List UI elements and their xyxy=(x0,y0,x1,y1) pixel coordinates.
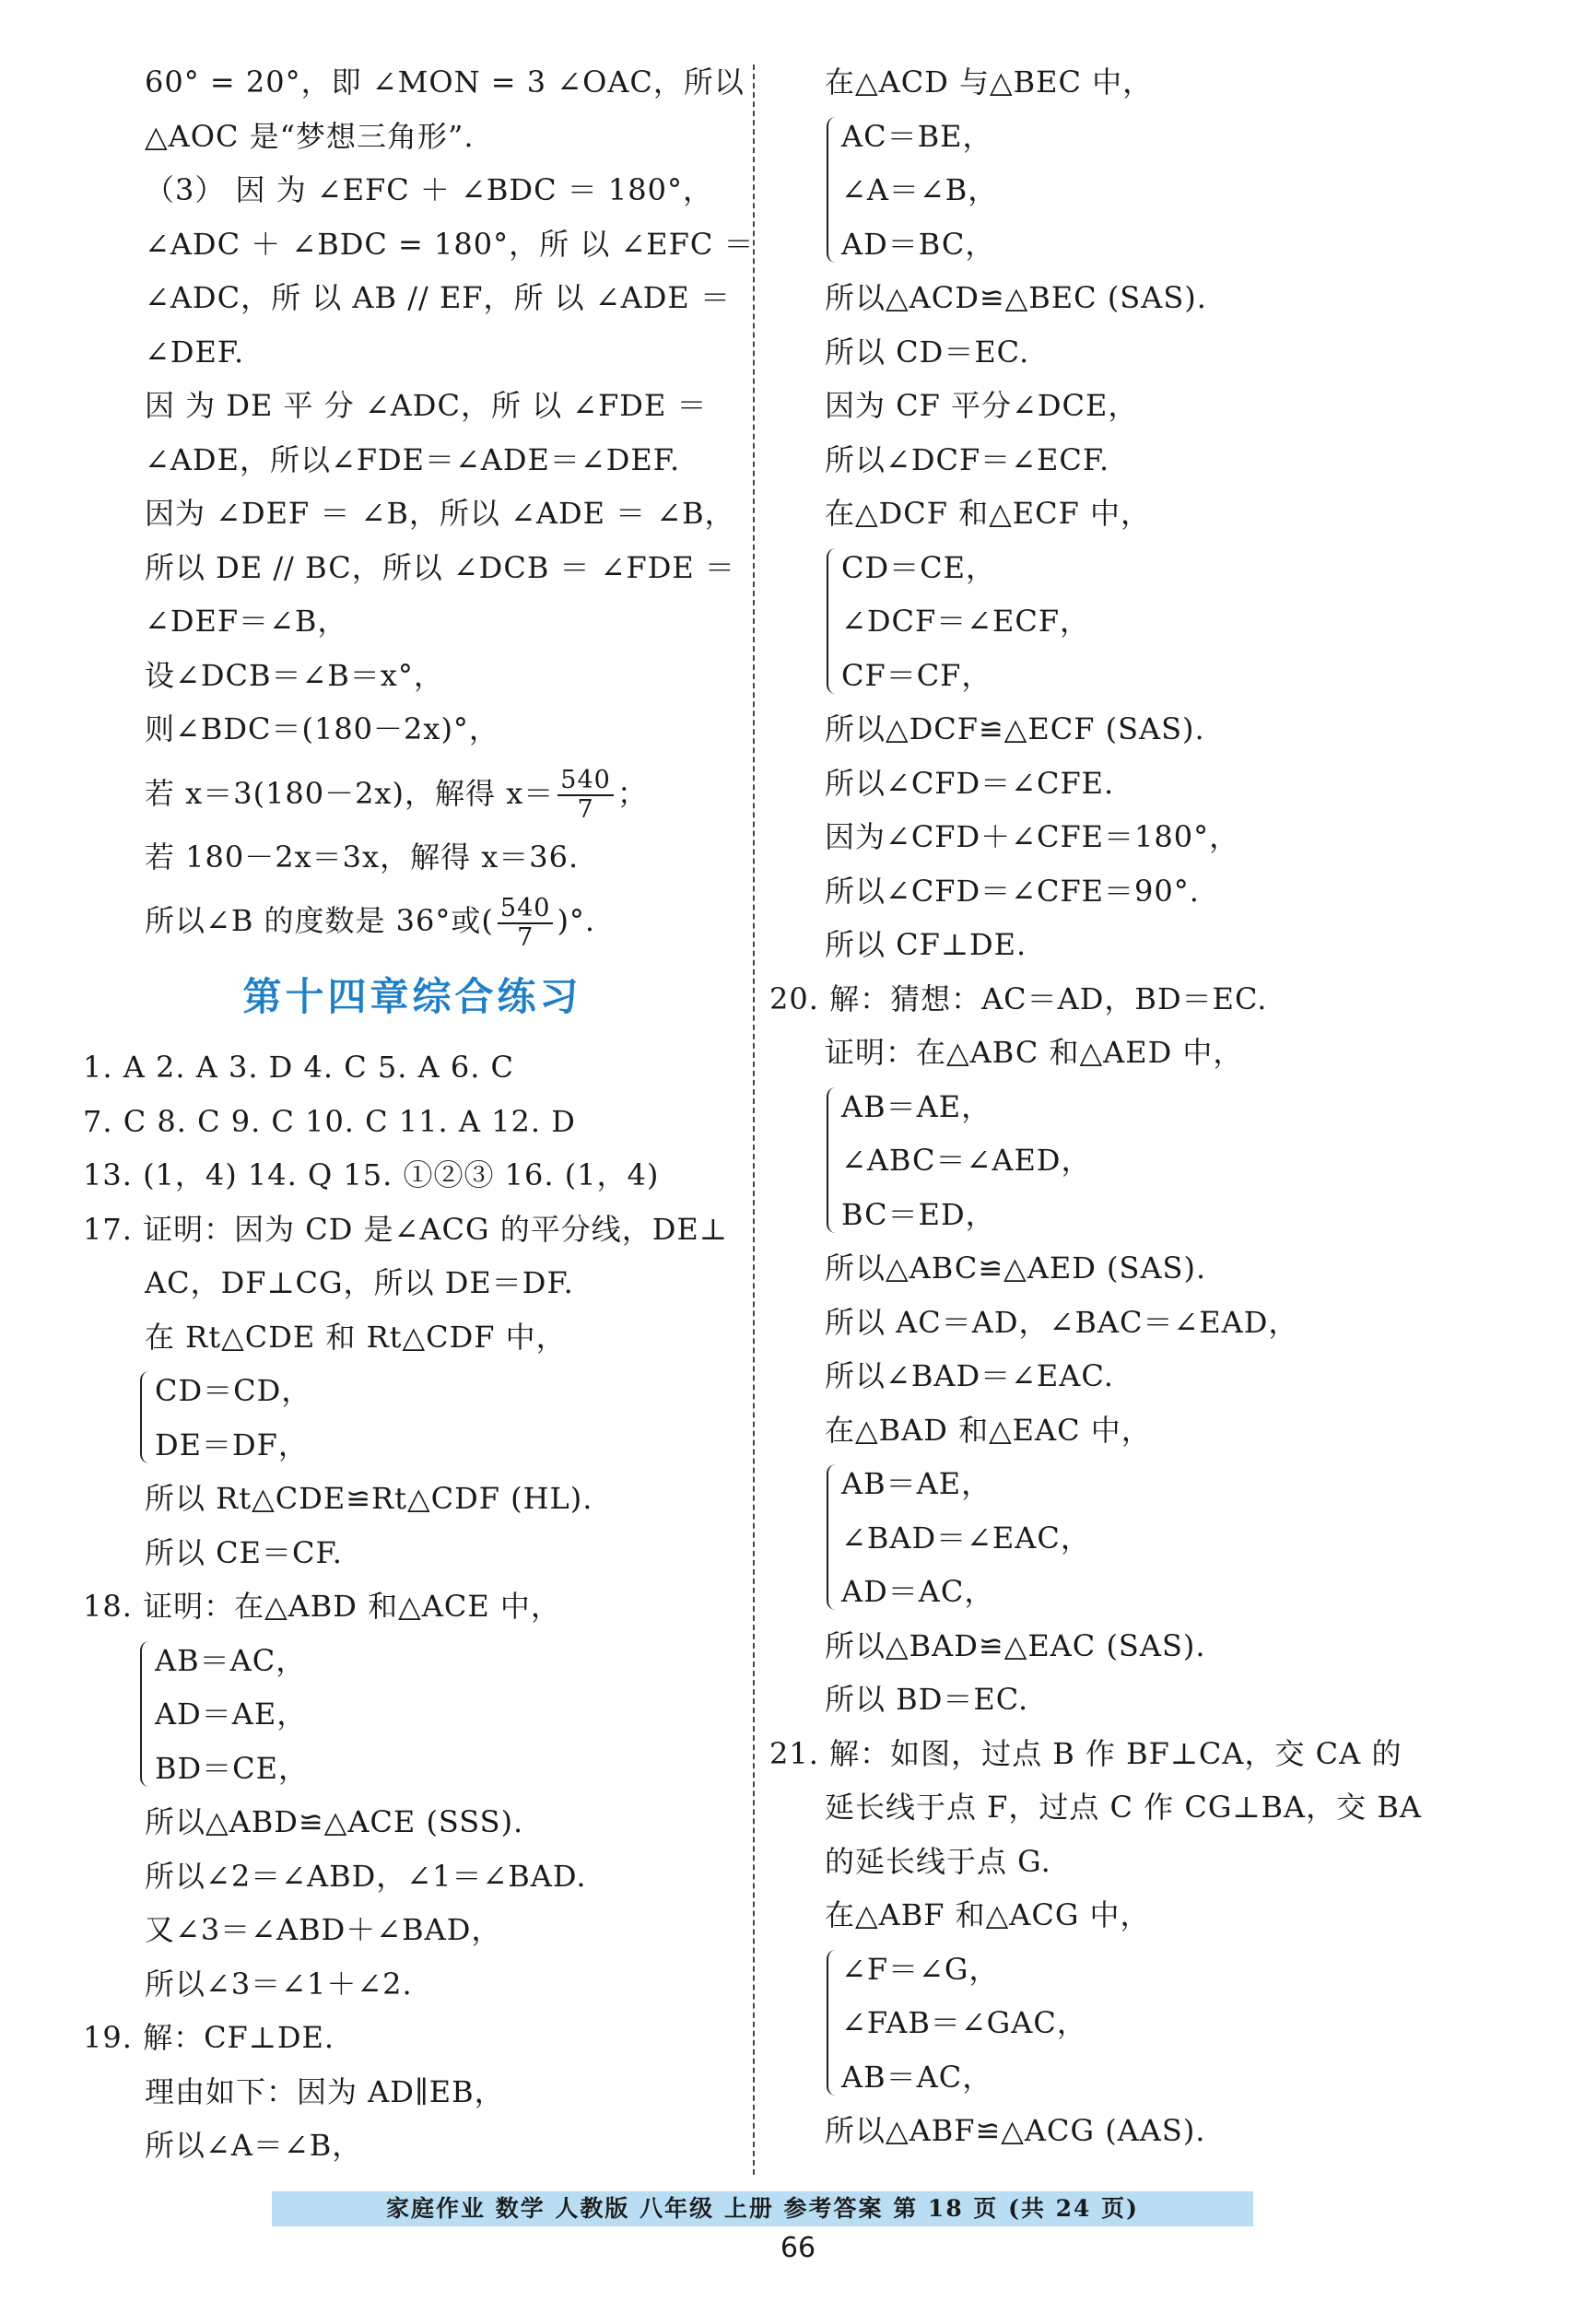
footer-banner: 家庭作业 数学 人教版 八年级 上册 参考答案 第 18 页 (共 24 页) xyxy=(272,2191,1253,2226)
text-line: 所以 Rt△CDE≌Rt△CDF (HL). xyxy=(145,1481,593,1516)
text-line: 因为∠CFD＋∠CFE＝180°， xyxy=(825,819,1240,854)
text-span: 所以∠B 的度数是 36°或( xyxy=(145,903,494,938)
text-line: ∠ADC ＋ ∠BDC = 180°，所 以 ∠EFC ＝ xyxy=(145,226,755,262)
text-line: 所以△ACD≌△BEC (SAS). xyxy=(825,280,1207,315)
text-line: 在△ABF 和△ACG 中， xyxy=(825,1897,1151,1932)
fraction xyxy=(498,895,554,952)
system-line: AB＝AE， xyxy=(841,1466,992,1501)
system-line: AD＝AE， xyxy=(155,1697,308,1732)
fraction-denominator: 7 xyxy=(577,795,594,824)
system-line: DE＝DF， xyxy=(155,1427,309,1462)
text-line: △AOC 是“梦想三角形”. xyxy=(145,118,475,154)
text-line: 延长线于点 F，过点 C 作 CG⊥BA，交 BA xyxy=(825,1790,1422,1825)
question-18: 18. 证明：在△ABD 和△ACE 中， xyxy=(83,1589,561,1624)
text-line: 在△ACD 与△BEC 中， xyxy=(825,65,1154,100)
text-line: 所以∠2＝∠ABD，∠1＝∠BAD. xyxy=(145,1858,587,1894)
system-line: AB＝AC， xyxy=(841,2059,993,2095)
text-line: 所以 CD＝EC. xyxy=(825,334,1030,370)
system-line: ∠F＝∠G， xyxy=(841,1951,1000,1987)
answer-line: 7. C 8. C 9. C 10. C 11. A 12. D xyxy=(83,1103,576,1139)
question-19: 19. 解：CF⊥DE. xyxy=(83,2020,335,2055)
text-line: 60° = 20°，即 ∠MON = 3 ∠OAC，所以 xyxy=(145,65,745,100)
system-line: ∠A＝∠B， xyxy=(841,172,999,207)
text-line: 所以 DE // BC，所以 ∠DCB ＝ ∠FDE ＝ xyxy=(145,549,735,585)
system-line: ∠ABC＝∠AED， xyxy=(841,1143,1092,1178)
text-line: 在△BAD 和△EAC 中， xyxy=(825,1412,1152,1448)
text-span: )°. xyxy=(557,903,596,938)
text-line: 所以△ABD≌△ACE (SSS). xyxy=(145,1804,524,1839)
system-line: BC＝ED， xyxy=(841,1196,996,1232)
equation-system xyxy=(769,110,1433,272)
fraction-numerator: 540 xyxy=(498,895,554,924)
brace xyxy=(140,1371,151,1463)
system-line: CD＝CE， xyxy=(841,549,996,585)
text-line: 所以∠CFD＝∠CFE. xyxy=(825,765,1115,801)
question-17: 17. 证明：因为 CD 是∠ACG 的平分线，DE⊥ xyxy=(83,1211,728,1247)
text-line: 所以△BAD≌△EAC (SAS). xyxy=(825,1627,1206,1663)
text-line: 所以 CE＝CF. xyxy=(145,1534,343,1570)
equation-system xyxy=(769,1080,1433,1242)
text-line-fraction xyxy=(83,884,742,957)
text-line: 又∠3＝∠ABD＋∠BAD， xyxy=(145,1912,502,1947)
system-line: AD＝AC， xyxy=(841,1574,995,1609)
text-line: 证明：在△ABC 和△AED 中， xyxy=(825,1035,1244,1070)
column-divider xyxy=(753,65,755,2175)
text-line: （3） 因 为 ∠EFC ＋ ∠BDC ＝ 180°， xyxy=(145,172,713,207)
equation-system xyxy=(83,1634,742,1796)
system-line: CF＝CF， xyxy=(841,657,992,693)
text-line: 所以∠3＝∠1＋∠2. xyxy=(145,1966,413,2002)
text-line: 若 180－2x＝3x，解得 x＝36. xyxy=(145,839,580,875)
text-line: 在△DCF 和△ECF 中， xyxy=(825,496,1151,531)
answer-line: 13. (1，4) 14. Q 15. ①②③ 16. (1，4) xyxy=(83,1157,660,1192)
text-line: 所以△ABF≌△ACG (AAS). xyxy=(825,2113,1206,2148)
text-line: ∠DEF. xyxy=(145,334,245,370)
text-line: 理由如下：因为 AD∥EB， xyxy=(145,2073,505,2109)
text-span: ； xyxy=(616,775,648,811)
text-line: 在 Rt△CDE 和 Rt△CDF 中， xyxy=(145,1319,567,1355)
system-line: AB＝AE， xyxy=(841,1088,992,1124)
text-line: 所以∠A＝∠B， xyxy=(145,2128,363,2163)
fraction-numerator: 540 xyxy=(557,767,614,796)
text-line: 因为 CF 平分∠DCE， xyxy=(825,388,1139,423)
text-line: 因 为 DE 平 分 ∠ADC，所 以 ∠FDE ＝ xyxy=(145,388,708,423)
system-line: BD＝CE， xyxy=(155,1750,310,1786)
system-line: ∠FAB＝∠GAC， xyxy=(841,2005,1087,2040)
text-line: 所以 CF⊥DE. xyxy=(825,927,1027,962)
brace xyxy=(827,1950,838,2096)
text-line: ∠ADE，所以∠FDE＝∠ADE＝∠DEF. xyxy=(145,441,681,477)
text-line: 则∠BDC＝(180－2x)°， xyxy=(145,711,499,746)
answer-line: 1. A 2. A 3. D 4. C 5. A 6. C xyxy=(83,1050,515,1085)
system-line: AB＝AC， xyxy=(155,1642,307,1678)
brace xyxy=(827,117,838,263)
text-line: 的延长线于点 G. xyxy=(825,1843,1051,1879)
text-line: 所以 AC＝AD，∠BAC＝∠EAD， xyxy=(825,1304,1299,1340)
text-line: 所以△ABC≌△AED (SAS). xyxy=(825,1250,1207,1286)
left-column xyxy=(83,55,755,2173)
text-line: 所以△DCF≌△ECF (SAS). xyxy=(825,711,1205,746)
text-line: 所以∠DCF＝∠ECF. xyxy=(825,441,1110,477)
question-20: 20. 解：猜想：AC＝AD，BD＝EC. xyxy=(769,980,1268,1016)
fraction xyxy=(557,767,614,824)
equation-system xyxy=(769,541,1433,703)
equation-system xyxy=(83,1364,742,1472)
text-line: 设∠DCB＝∠B＝x°， xyxy=(145,657,444,693)
equation-system xyxy=(769,1457,1433,1619)
system-line: ∠DCF＝∠ECF， xyxy=(841,604,1091,639)
text-line: 因为 ∠DEF ＝ ∠B，所以 ∠ADE ＝ ∠B， xyxy=(145,496,735,531)
brace xyxy=(140,1641,151,1787)
system-line: ∠BAD＝∠EAC， xyxy=(841,1520,1091,1556)
system-line: CD＝CD， xyxy=(155,1373,312,1408)
chapter-heading: 第十四章综合练习 xyxy=(242,974,582,1019)
question-21: 21. 解：如图，过点 B 作 BF⊥CA，交 CA 的 xyxy=(769,1735,1402,1771)
system-line: AD＝BC， xyxy=(841,226,996,262)
text-line: 所以 BD＝EC. xyxy=(825,1682,1029,1717)
text-span: 若 x＝3(180－2x)，解得 x＝ xyxy=(145,775,555,811)
equation-system xyxy=(769,1943,1433,2105)
right-column xyxy=(769,55,1433,2158)
brace xyxy=(827,1087,838,1233)
text-line: AC，DF⊥CG，所以 DE＝DF. xyxy=(145,1265,574,1300)
text-line: 所以∠BAD＝∠EAC. xyxy=(825,1358,1114,1393)
text-line: ∠ADC，所 以 AB // EF，所 以 ∠ADE ＝ xyxy=(145,280,731,315)
brace xyxy=(827,548,838,694)
page-number: 66 xyxy=(780,2232,816,2264)
text-line-fraction xyxy=(83,757,742,830)
system-line: AC＝BE， xyxy=(841,118,993,154)
brace xyxy=(827,1464,838,1610)
text-line: 所以∠CFD＝∠CFE＝90°. xyxy=(825,873,1200,909)
fraction-denominator: 7 xyxy=(517,922,534,952)
text-line: ∠DEF＝∠B， xyxy=(145,604,348,639)
